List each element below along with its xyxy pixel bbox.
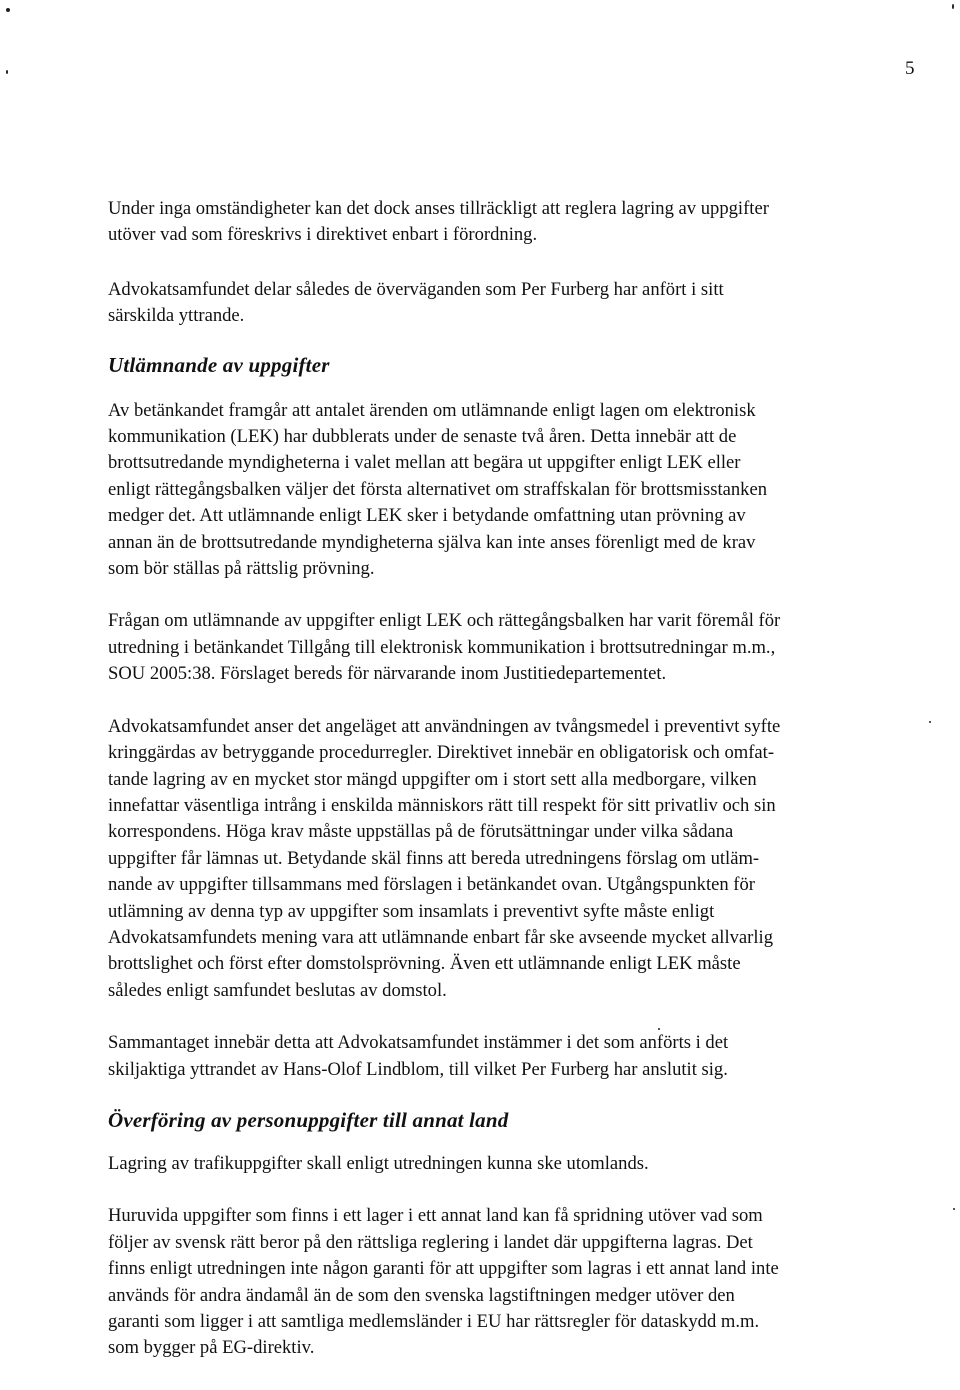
paragraph-advokatsamfundet-anser: Advokatsamfundet anser det angeläget att användningen av tvångsmedel i preventivt syfte kringgärdas av betryggande procedurregler. Direktivet innebär en obligatorisk och omfat- tande lagring av en mycket stor mängd uppgifter om i stort sett alla medborgare, vilken innefattar väsentliga intrång i enskilda människors rätt till respekt för sitt privatliv och sin korrespondens. Höga krav måste uppställas på de förutsättningar under vilka sådana uppgifter får lämnas ut. Betydande skäl finns att bereda utredningens förslag om utläm- nande av uppgifter tillsammans med förslagen i betänkandet ovan. Utgångspunkten för utlämning av denna typ av uppgifter som insamlats i preventivt syfte måste enligt Advokatsamfundets mening vara att utlämnande enbart får ske avseende mycket allvarlig brottslighet och först efter domstolsprövning. Även ett utlämnande enligt LEK måste således enligt samfundet beslutas av domstol. bbox=[108, 715, 781, 1001]
paragraph-regulation: Under inga omständigheter kan det dock anses tillräckligt att reglera lagring av uppgifter utöver vad som föreskrivs i direktivet enbart i förordning. bbox=[108, 198, 769, 246]
paragraph-fragan: Frågan om utlämnande av uppgifter enligt LEK och rättegångsbalken har varit föremål för utredning i betänkandet Tillgång till elektronisk kommunikation i brottsutredningar m.m., SOU 2005:38. Förslaget bereds för närvarande inom Justitiedepartementet. bbox=[108, 610, 781, 685]
heading-utlamnande: Utlämnande av uppgifter bbox=[108, 352, 330, 377]
page-number: 5 bbox=[905, 58, 915, 79]
document-body bbox=[108, 196, 923, 1362]
paragraph-lagring: Lagring av trafikuppgifter skall enligt utredningen kunna ske utomlands. bbox=[108, 1152, 649, 1174]
paragraph-agreement: Advokatsamfundet delar således de överväganden som Per Furberg har anfört i sitt särskilda yttrande. bbox=[108, 278, 724, 327]
paragraph-lek: Av betänkandet framgår att antalet ärenden om utlämnande enligt lagen om elektronisk kommunikation (LEK) har dubblerats under de senaste två åren. Detta innebär att de brottsutredande myndigheterna i valet mellan att begära ut uppgifter enligt LEK eller enligt rättegångsbalken väljer det första alternativet om straffskalan för brottsmisstanken medger det. Att utlämnande enligt LEK sker i betydande omfattning utan prövning av annan än de brottsutredande myndigheterna själva kan inte anses förenligt med de krav som bör ställas på rättslig prövning. bbox=[108, 399, 768, 580]
heading-overforing: Överföring av personuppgifter till annat land bbox=[108, 1107, 509, 1132]
paragraph-sammantaget: Sammantaget innebär detta att Advokatsamfundet instämmer i det som anförts i det skiljaktiga yttrandet av Hans-Olof Lindblom, till vilket Per Furberg har anslutit sig. bbox=[108, 1032, 729, 1080]
paragraph-huruvida: Huruvida uppgifter som finns i ett lager i ett annat land kan få spridning utöver vad som följer av svensk rätt beror på den rättsliga reglering i landet där uppgifterna lagras. Det finns enligt utredningen inte någon garanti för att uppgifter som lagras i ett annat land inte används för andra ändamål än de som den svenska lagstiftningen medger utöver den garanti som ligger i att samtliga medlemsländer i EU har rättsregler för dataskydd m.m. som bygger på EG-direktiv. bbox=[108, 1205, 779, 1359]
